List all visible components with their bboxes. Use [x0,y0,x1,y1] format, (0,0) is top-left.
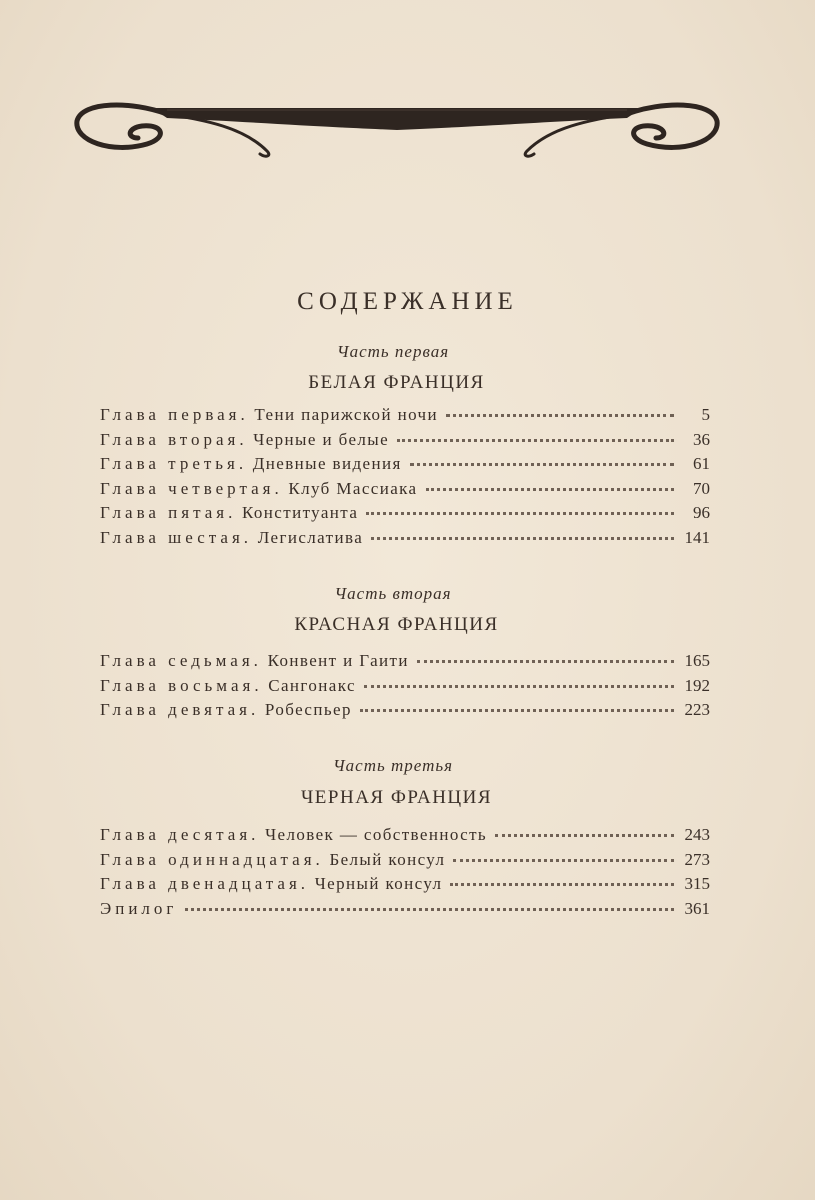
toc-entry[interactable] [100,676,710,701]
dot-leader [450,882,674,886]
entry-page-number: 36 [693,429,710,449]
part-three-label: Часть третья [332,756,454,775]
entry-page-number: 243 [684,825,710,844]
toc-entry[interactable] [100,454,710,479]
toc-entry[interactable] [100,430,710,455]
entry-chapter: Эпилог [100,898,178,918]
part-three-entries [100,825,710,923]
dot-leader [453,858,674,862]
dot-leader [426,487,675,491]
entry-chapter: Глава одиннадцатая. Белый консул [100,849,446,869]
part-three-title: ЧЕРНАЯ ФРАНЦИЯ [300,787,493,808]
toc-entry[interactable] [100,405,710,430]
part-two-label: Часть вторая [334,584,452,603]
part-one-title: БЕЛАЯ ФРАНЦИЯ [308,372,485,393]
dot-leader [360,708,674,712]
entry-page-number: 96 [693,503,710,522]
contents-heading: СОДЕРЖАНИЕ [297,288,518,315]
decorative-header-ornament [72,96,722,166]
entry-page-number: 273 [684,849,710,869]
entry-page-number: 165 [684,651,710,670]
dot-leader [397,438,674,442]
entry-chapter: Глава девятая. Робеспьер [100,700,352,719]
entry-chapter: Глава восьмая. Сангонакс [100,675,356,695]
dot-leader [410,462,674,466]
entry-chapter: Глава седьмая. Конвент и Гаити [100,651,409,670]
entry-page-number: 223 [684,700,710,719]
dot-leader [446,413,674,417]
entry-chapter: Глава шестая. Легислатива [100,527,364,547]
toc-entry[interactable] [100,825,710,850]
dot-leader [366,511,674,515]
entry-page-number: 192 [684,675,710,695]
entry-chapter: Глава пятая. Конституанта [100,503,359,522]
entry-chapter: Глава первая. Тени парижской ночи [100,405,439,424]
dot-leader [371,536,674,540]
dot-leader [495,833,674,837]
dot-leader [417,659,674,663]
entry-chapter: Глава двенадцатая. Черный консул [100,874,443,893]
toc-entry[interactable] [100,850,710,875]
toc-entry[interactable] [100,503,710,528]
entry-page-number: 61 [693,454,710,473]
toc-entry[interactable] [100,700,710,725]
entry-chapter: Глава десятая. Человек — собственность [100,825,488,844]
toc-entry[interactable] [100,874,710,899]
dot-leader [364,684,674,688]
entry-page-number: 315 [684,874,710,893]
toc-entry[interactable] [100,899,710,924]
toc-entry[interactable] [100,479,710,504]
toc-entry[interactable] [100,528,710,553]
entry-page-number: 70 [693,478,710,498]
dot-leader [185,907,674,911]
entry-chapter: Глава третья. Дневные видения [100,454,402,473]
entry-chapter: Глава четвертая. Клуб Массиака [100,478,418,498]
part-one-entries [100,405,710,552]
part-two-title: КРАСНАЯ ФРАНЦИЯ [294,614,499,635]
part-two-entries [100,651,710,725]
toc-entry[interactable] [100,651,710,676]
part-one-label: Часть первая [336,342,450,361]
entry-page-number: 5 [701,405,710,424]
entry-page-number: 141 [684,527,710,547]
entry-page-number: 361 [684,898,710,918]
entry-chapter: Глава вторая. Черные и белые [100,429,390,449]
